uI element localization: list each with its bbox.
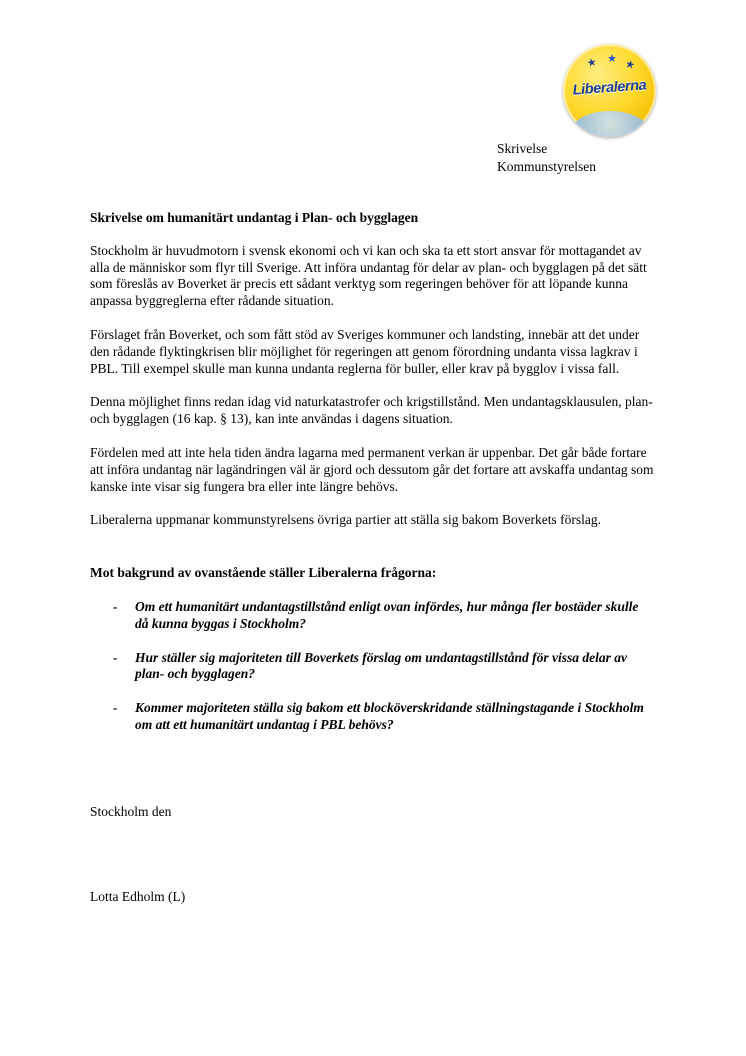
star-icon: ★	[623, 57, 637, 73]
question-text: Kommer majoriteten ställa sig bakom ett blocköverskridande ställningstagande i Stockholm om att ett humanitärt undantag i PBL behövs?	[135, 700, 644, 732]
question-text: Hur ställer sig majoriteten till Boverkets förslag om undantagstillstånd för vissa delar av plan- och bygglagen?	[135, 649, 628, 682]
dash-bullet: -	[113, 649, 118, 665]
place-date-line: Stockholm den	[90, 803, 172, 819]
paragraph: Liberalerna uppmanar kommunstyrelsens övriga partier att ställa sig bakom Boverkets förslag.	[90, 512, 601, 528]
document-type-label: Skrivelse	[497, 141, 548, 156]
document-body	[90, 210, 656, 905]
liberalerna-logo	[563, 44, 656, 137]
questions-list	[90, 599, 656, 734]
paragraph: Denna möjlighet finns redan idag vid naturkatastrofer och krigstillstånd. Men undantagsklausulen, plan- och bygglagen (16 kap. § 13), kan inte användas i dagens situation.	[90, 394, 653, 427]
document-title: Skrivelse om humanitärt undantag i Plan- och bygglagen	[90, 210, 419, 225]
paragraph: Förslaget från Boverket, och som fått stöd av Sveriges kommuner och landsting, innebär att det under den rådande flyktingkrisen blir möjlighet för regeringen att genom förordning undanta vissa lagkrav i PBL. Till exempel skulle man kunna undanta reglerna för buller, eller krav på bygglov i vissa fall.	[90, 326, 640, 376]
recipient-label: Kommunstyrelsen	[497, 159, 596, 174]
dash-bullet: -	[113, 598, 118, 614]
dash-bullet: -	[113, 700, 118, 716]
question-text: Om ett humanitärt undantagstillstånd enligt ovan infördes, hur många fler bostäder skulle då kunna byggas i Stockholm?	[135, 598, 639, 631]
question-item	[113, 700, 656, 734]
questions-heading: Mot bakgrund av ovanstående ställer Liberalerna frågorna:	[90, 565, 437, 581]
paragraph: Fördelen med att inte hela tiden ändra lagarna med permanent verkan är uppenbar. Det går både fortare att införa undantag när lagändringen väl är gjord och dessutom går det fortare att avskaffa undantag som kanske inte visar sig fungera bra eller inte längre behövs.	[90, 444, 654, 494]
signature-name: Lotta Edholm (L)	[90, 888, 186, 904]
star-icon: ★	[607, 53, 617, 65]
globe-graphic	[571, 111, 649, 137]
logo-wordmark: Liberalerna	[572, 77, 647, 99]
star-icon: ★	[585, 56, 598, 70]
question-item	[113, 650, 656, 684]
header-address-block	[497, 140, 596, 176]
paragraph: Stockholm är huvudmotorn i svensk ekonomi och vi kan och ska ta ett stort ansvar för mottagandet av alla de människor som flyr till Sverige. Att införa undantag för delar av plan- och bygglagen på det sätt som föreslås av Boverket är precis ett sådant verktyg som regeringen behöver för att löpande kunna anpassa byggreglerna efter rådande situation.	[90, 242, 647, 309]
question-item	[113, 599, 656, 633]
